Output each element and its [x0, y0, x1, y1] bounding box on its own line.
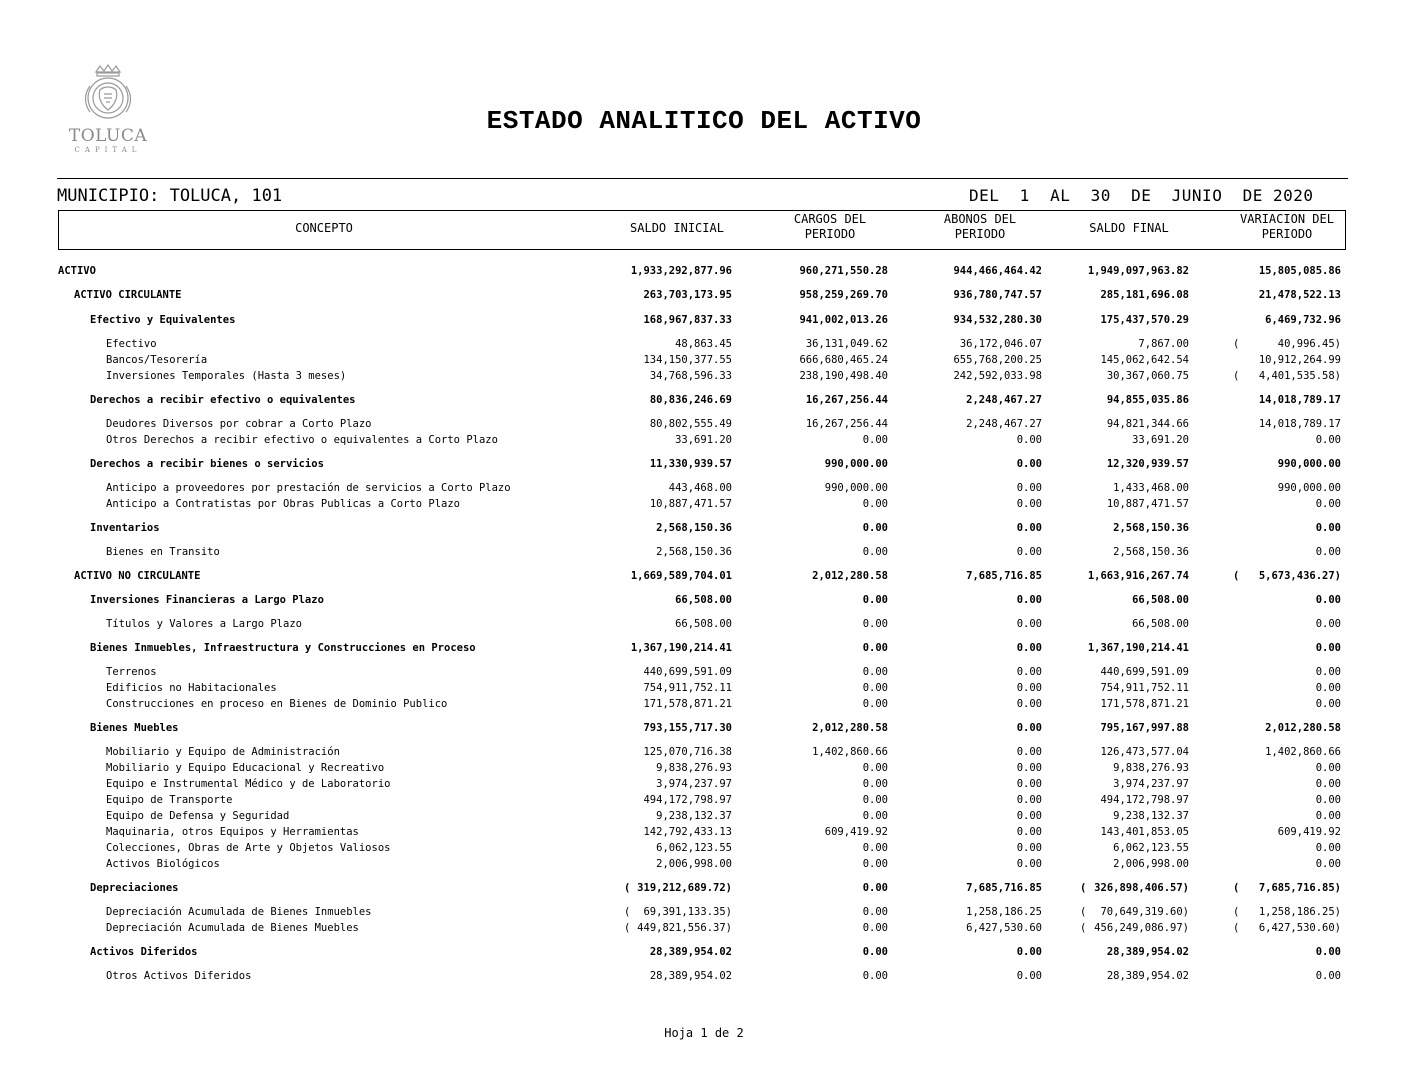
row-concept: Edificios no Habitacionales	[106, 682, 277, 694]
open-paren: (	[1233, 570, 1240, 582]
abonos-cell: 0.00	[1016, 746, 1042, 758]
abonos-cell: 0.00	[1016, 858, 1042, 870]
variacion-cell: 0.00	[1315, 698, 1341, 710]
saldo-final-cell: 28,389,954.02	[1106, 970, 1189, 982]
saldo-inicial-cell: 6,062,123.55	[656, 842, 732, 854]
saldo-final-cell: 1,663,916,267.74	[1087, 570, 1189, 582]
table-row	[0, 594, 1408, 610]
table-row	[0, 858, 1408, 874]
saldo-final-cell: 795,167,997.88	[1100, 722, 1189, 734]
saldo-final-cell: 70,649,319.60)	[1100, 906, 1189, 918]
saldo-inicial-cell: 319,212,689.72)	[637, 882, 732, 894]
saldo-inicial-cell: 11,330,939.57	[649, 458, 732, 470]
table-row	[0, 810, 1408, 826]
abonos-cell: 0.00	[1016, 722, 1042, 734]
abonos-cell: 0.00	[1016, 642, 1042, 654]
saldo-inicial-cell: 33,691.20	[675, 434, 732, 446]
variacion-cell: 0.00	[1315, 522, 1341, 534]
variacion-cell: 0.00	[1315, 546, 1341, 558]
saldo-final-cell: 94,855,035.86	[1106, 394, 1189, 406]
saldo-final-cell: 2,568,150.36	[1113, 546, 1189, 558]
saldo-inicial-cell: 9,838,276.93	[656, 762, 732, 774]
abonos-cell: 242,592,033.98	[953, 370, 1042, 382]
municipio-label: MUNICIPIO: TOLUCA, 101	[57, 186, 283, 206]
row-concept: Bancos/Tesorería	[106, 354, 208, 366]
variacion-cell: 2,012,280.58	[1265, 722, 1341, 734]
cargos-cell: 0.00	[862, 906, 888, 918]
row-concept: ACTIVO NO CIRCULANTE	[74, 570, 201, 582]
saldo-final-cell: 2,006,998.00	[1113, 858, 1189, 870]
variacion-cell: 15,805,085.86	[1258, 265, 1341, 277]
open-paren: (	[624, 882, 631, 894]
saldo-final-cell: 33,691.20	[1132, 434, 1189, 446]
row-concept: Derechos a recibir efectivo o equivalentes	[90, 394, 356, 406]
table-row	[0, 370, 1408, 386]
cargos-cell: 36,131,049.62	[805, 338, 888, 350]
saldo-final-cell: 7,867.00	[1138, 338, 1189, 350]
cargos-cell: 941,002,013.26	[799, 314, 888, 326]
row-concept: Depreciaciones	[90, 882, 179, 894]
cargos-cell: 0.00	[862, 922, 888, 934]
table-row	[0, 970, 1408, 986]
row-concept: Bienes Muebles	[90, 722, 179, 734]
saldo-final-cell: 12,320,939.57	[1106, 458, 1189, 470]
saldo-final-cell: 175,437,570.29	[1100, 314, 1189, 326]
variacion-cell: 0.00	[1315, 762, 1341, 774]
saldo-inicial-cell: 263,703,173.95	[643, 289, 732, 301]
abonos-cell: 6,427,530.60	[966, 922, 1042, 934]
saldo-final-cell: 2,568,150.36	[1113, 522, 1189, 534]
variacion-cell: 21,478,522.13	[1258, 289, 1341, 301]
saldo-final-cell: 456,249,086.97)	[1094, 922, 1189, 934]
table-row	[0, 682, 1408, 698]
table-row	[0, 906, 1408, 922]
saldo-inicial-cell: 754,911,752.11	[643, 682, 732, 694]
abonos-cell: 36,172,046.07	[959, 338, 1042, 350]
variacion-cell: 14,018,789.17	[1258, 418, 1341, 430]
variacion-cell: 0.00	[1315, 594, 1341, 606]
table-row	[0, 570, 1408, 586]
row-concept: Anticipo a proveedores por prestación de servicios a Corto Plazo	[106, 482, 511, 494]
saldo-final-cell: 1,949,097,963.82	[1087, 265, 1189, 277]
table-row	[0, 842, 1408, 858]
cargos-cell: 0.00	[862, 522, 888, 534]
cargos-cell: 0.00	[862, 498, 888, 510]
variacion-cell: 10,912,264.99	[1258, 354, 1341, 366]
variacion-cell: 0.00	[1315, 842, 1341, 854]
saldo-final-cell: 126,473,577.04	[1100, 746, 1189, 758]
row-concept: Terrenos	[106, 666, 157, 678]
abonos-cell: 2,248,467.27	[966, 418, 1042, 430]
saldo-inicial-cell: 66,508.00	[675, 594, 732, 606]
row-concept: Anticipo a Contratistas por Obras Publicas a Corto Plazo	[106, 498, 461, 510]
row-concept: Equipo de Transporte	[106, 794, 233, 806]
abonos-cell: 934,532,280.30	[953, 314, 1042, 326]
table-row	[0, 826, 1408, 842]
cargos-cell: 0.00	[862, 858, 888, 870]
cargos-cell: 666,680,465.24	[799, 354, 888, 366]
open-paren: (	[1080, 882, 1087, 894]
header-cargos: CARGOS DEL PERIODO	[793, 212, 867, 241]
cargos-cell: 958,259,269.70	[799, 289, 888, 301]
cargos-cell: 0.00	[862, 594, 888, 606]
table-row	[0, 722, 1408, 738]
table-row	[0, 458, 1408, 474]
open-paren: (	[1233, 922, 1240, 934]
saldo-final-cell: 145,062,642.54	[1100, 354, 1189, 366]
saldo-inicial-cell: 80,802,555.49	[649, 418, 732, 430]
row-concept: Bienes Inmuebles, Infraestructura y Construcciones en Proceso	[90, 642, 476, 654]
cargos-cell: 2,012,280.58	[812, 722, 888, 734]
cargos-cell: 16,267,256.44	[805, 418, 888, 430]
variacion-cell: 6,469,732.96	[1265, 314, 1341, 326]
saldo-inicial-cell: 66,508.00	[675, 618, 732, 630]
open-paren: (	[624, 922, 631, 934]
saldo-inicial-cell: 1,933,292,877.96	[630, 265, 732, 277]
row-concept: Activos Diferidos	[90, 946, 198, 958]
saldo-final-cell: 754,911,752.11	[1100, 682, 1189, 694]
row-concept: Efectivo y Equivalentes	[90, 314, 236, 326]
abonos-cell: 0.00	[1016, 946, 1042, 958]
open-paren: (	[1233, 906, 1240, 918]
saldo-inicial-cell: 440,699,591.09	[643, 666, 732, 678]
table-row	[0, 418, 1408, 434]
row-concept: Equipo e Instrumental Médico y de Laboratorio	[106, 778, 391, 790]
row-concept: Mobiliario y Equipo Educacional y Recreativo	[106, 762, 385, 774]
table-row	[0, 394, 1408, 410]
table-row	[0, 922, 1408, 938]
variacion-cell: 0.00	[1315, 810, 1341, 822]
variacion-cell: 40,996.45)	[1277, 338, 1341, 350]
abonos-cell: 0.00	[1016, 970, 1042, 982]
saldo-inicial-cell: 2,568,150.36	[656, 522, 732, 534]
cargos-cell: 0.00	[862, 946, 888, 958]
saldo-final-cell: 6,062,123.55	[1113, 842, 1189, 854]
variacion-cell: 0.00	[1315, 682, 1341, 694]
cargos-cell: 0.00	[862, 666, 888, 678]
row-concept: Depreciación Acumulada de Bienes Muebles	[106, 922, 359, 934]
saldo-inicial-cell: 142,792,433.13	[643, 826, 732, 838]
table-row	[0, 498, 1408, 514]
table-row	[0, 946, 1408, 962]
variacion-cell: 0.00	[1315, 946, 1341, 958]
row-concept: Inventarios	[90, 522, 160, 534]
open-paren: (	[1080, 906, 1087, 918]
variacion-cell: 0.00	[1315, 794, 1341, 806]
cargos-cell: 2,012,280.58	[812, 570, 888, 582]
row-concept: Inversiones Financieras a Largo Plazo	[90, 594, 324, 606]
table-row	[0, 314, 1408, 330]
variacion-cell: 0.00	[1315, 778, 1341, 790]
open-paren: (	[1233, 338, 1240, 350]
table-row	[0, 434, 1408, 450]
saldo-inicial-cell: 449,821,556.37)	[637, 922, 732, 934]
saldo-inicial-cell: 443,468.00	[668, 482, 732, 494]
table-row	[0, 265, 1408, 281]
variacion-cell: 4,401,535.58)	[1258, 370, 1341, 382]
abonos-cell: 0.00	[1016, 778, 1042, 790]
cargos-cell: 0.00	[862, 618, 888, 630]
saldo-inicial-cell: 9,238,132.37	[656, 810, 732, 822]
cargos-cell: 0.00	[862, 762, 888, 774]
saldo-inicial-cell: 2,568,150.36	[656, 546, 732, 558]
saldo-inicial-cell: 1,669,589,704.01	[630, 570, 732, 582]
table-row	[0, 546, 1408, 562]
saldo-final-cell: 440,699,591.09	[1100, 666, 1189, 678]
variacion-cell: 609,419.92	[1277, 826, 1341, 838]
table-row	[0, 354, 1408, 370]
row-concept: Inversiones Temporales (Hasta 3 meses)	[106, 370, 347, 382]
abonos-cell: 0.00	[1016, 594, 1042, 606]
abonos-cell: 0.00	[1016, 698, 1042, 710]
period-label: DEL 1 AL 30 DE JUNIO DE 2020	[969, 186, 1314, 205]
saldo-inicial-cell: 793,155,717.30	[643, 722, 732, 734]
cargos-cell: 238,190,498.40	[799, 370, 888, 382]
header-saldo-final: SALDO FINAL	[1089, 221, 1169, 235]
abonos-cell: 0.00	[1016, 498, 1042, 510]
cargos-cell: 0.00	[862, 682, 888, 694]
saldo-final-cell: 1,433,468.00	[1113, 482, 1189, 494]
open-paren: (	[1233, 882, 1240, 894]
cargos-cell: 0.00	[862, 882, 888, 894]
header-saldo-inicial: SALDO INICIAL	[630, 221, 724, 235]
cargos-cell: 0.00	[862, 842, 888, 854]
abonos-cell: 0.00	[1016, 546, 1042, 558]
table-row	[0, 882, 1408, 898]
row-concept: Equipo de Defensa y Seguridad	[106, 810, 290, 822]
row-concept: Deudores Diversos por cobrar a Corto Plazo	[106, 418, 372, 430]
saldo-inicial-cell: 171,578,871.21	[643, 698, 732, 710]
row-concept: Maquinaria, otros Equipos y Herramientas	[106, 826, 359, 838]
cargos-cell: 990,000.00	[824, 482, 888, 494]
table-row	[0, 338, 1408, 354]
row-concept: ACTIVO	[58, 265, 96, 277]
saldo-final-cell: 9,238,132.37	[1113, 810, 1189, 822]
saldo-final-cell: 3,974,237.97	[1113, 778, 1189, 790]
abonos-cell: 0.00	[1016, 522, 1042, 534]
cargos-cell: 960,271,550.28	[799, 265, 888, 277]
table-row	[0, 762, 1408, 778]
abonos-cell: 0.00	[1016, 826, 1042, 838]
table-row	[0, 794, 1408, 810]
variacion-cell: 7,685,716.85)	[1258, 882, 1341, 894]
abonos-cell: 7,685,716.85	[966, 570, 1042, 582]
abonos-cell: 7,685,716.85	[966, 882, 1042, 894]
cargos-cell: 0.00	[862, 434, 888, 446]
abonos-cell: 0.00	[1016, 794, 1042, 806]
row-concept: Bienes en Transito	[106, 546, 220, 558]
saldo-inicial-cell: 494,172,798.97	[643, 794, 732, 806]
variacion-cell: 0.00	[1315, 970, 1341, 982]
abonos-cell: 655,768,200.25	[953, 354, 1042, 366]
row-concept: Efectivo	[106, 338, 157, 350]
abonos-cell: 0.00	[1016, 618, 1042, 630]
cargos-cell: 990,000.00	[824, 458, 888, 470]
page-footer: Hoja 1 de 2	[664, 1026, 744, 1040]
saldo-final-cell: 9,838,276.93	[1113, 762, 1189, 774]
abonos-cell: 944,466,464.42	[953, 265, 1042, 277]
header-abonos: ABONOS DEL PERIODO	[943, 212, 1017, 241]
row-concept: Títulos y Valores a Largo Plazo	[106, 618, 302, 630]
row-concept: Otros Derechos a recibir efectivo o equivalentes a Corto Plazo	[106, 434, 498, 446]
abonos-cell: 0.00	[1016, 482, 1042, 494]
abonos-cell: 2,248,467.27	[966, 394, 1042, 406]
table-row	[0, 642, 1408, 658]
saldo-inicial-cell: 125,070,716.38	[643, 746, 732, 758]
abonos-cell: 0.00	[1016, 666, 1042, 678]
variacion-cell: 0.00	[1315, 498, 1341, 510]
abonos-cell: 0.00	[1016, 458, 1042, 470]
abonos-cell: 1,258,186.25	[966, 906, 1042, 918]
variacion-cell: 5,673,436.27)	[1258, 570, 1341, 582]
saldo-inicial-cell: 48,863.45	[675, 338, 732, 350]
row-concept: Mobiliario y Equipo de Administración	[106, 746, 340, 758]
saldo-final-cell: 66,508.00	[1132, 618, 1189, 630]
abonos-cell: 0.00	[1016, 810, 1042, 822]
abonos-cell: 0.00	[1016, 682, 1042, 694]
header-concepto: CONCEPTO	[295, 221, 353, 235]
saldo-inicial-cell: 168,967,837.33	[643, 314, 732, 326]
variacion-cell: 0.00	[1315, 666, 1341, 678]
abonos-cell: 0.00	[1016, 842, 1042, 854]
table-row	[0, 482, 1408, 498]
open-paren: (	[1233, 370, 1240, 382]
abonos-cell: 0.00	[1016, 434, 1042, 446]
saldo-inicial-cell: 80,836,246.69	[649, 394, 732, 406]
row-concept: Colecciones, Obras de Arte y Objetos Valiosos	[106, 842, 391, 854]
logo-wordmark: TOLUCA	[68, 126, 148, 146]
cargos-cell: 1,402,860.66	[812, 746, 888, 758]
cargos-cell: 0.00	[862, 970, 888, 982]
cargos-cell: 16,267,256.44	[805, 394, 888, 406]
saldo-inicial-cell: 10,887,471.57	[649, 498, 732, 510]
cargos-cell: 0.00	[862, 642, 888, 654]
saldo-inicial-cell: 2,006,998.00	[656, 858, 732, 870]
open-paren: (	[624, 906, 631, 918]
logo-subtitle: CAPITAL	[74, 146, 142, 154]
variacion-cell: 1,258,186.25)	[1258, 906, 1341, 918]
variacion-cell: 990,000.00	[1277, 458, 1341, 470]
row-concept: Activos Biológicos	[106, 858, 220, 870]
abonos-cell: 936,780,747.57	[953, 289, 1042, 301]
cargos-cell: 0.00	[862, 810, 888, 822]
saldo-inicial-cell: 28,389,954.02	[649, 970, 732, 982]
table-row	[0, 618, 1408, 634]
cargos-cell: 0.00	[862, 778, 888, 790]
cargos-cell: 0.00	[862, 794, 888, 806]
variacion-cell: 990,000.00	[1277, 482, 1341, 494]
saldo-final-cell: 28,389,954.02	[1106, 946, 1189, 958]
table-row	[0, 666, 1408, 682]
variacion-cell: 0.00	[1315, 434, 1341, 446]
table-row	[0, 698, 1408, 714]
saldo-final-cell: 326,898,406.57)	[1094, 882, 1189, 894]
row-concept: Derechos a recibir bienes o servicios	[90, 458, 324, 470]
header-variacion: VARIACION DEL PERIODO	[1240, 212, 1334, 241]
saldo-inicial-cell: 69,391,133.35)	[643, 906, 732, 918]
cargos-cell: 0.00	[862, 546, 888, 558]
row-concept: ACTIVO CIRCULANTE	[74, 289, 182, 301]
row-concept: Construcciones en proceso en Bienes de Dominio Publico	[106, 698, 448, 710]
variacion-cell: 0.00	[1315, 858, 1341, 870]
row-concept: Depreciación Acumulada de Bienes Inmuebles	[106, 906, 372, 918]
variacion-cell: 0.00	[1315, 642, 1341, 654]
cargos-cell: 609,419.92	[824, 826, 888, 838]
open-paren: (	[1080, 922, 1087, 934]
saldo-final-cell: 171,578,871.21	[1100, 698, 1189, 710]
saldo-inicial-cell: 1,367,190,214.41	[630, 642, 732, 654]
saldo-inicial-cell: 3,974,237.97	[656, 778, 732, 790]
saldo-final-cell: 143,401,853.05	[1100, 826, 1189, 838]
saldo-inicial-cell: 28,389,954.02	[649, 946, 732, 958]
variacion-cell: 0.00	[1315, 618, 1341, 630]
table-row	[0, 289, 1408, 305]
saldo-final-cell: 94,821,344.66	[1106, 418, 1189, 430]
page-title: ESTADO ANALITICO DEL ACTIVO	[486, 106, 922, 136]
variacion-cell: 14,018,789.17	[1258, 394, 1341, 406]
cargos-cell: 0.00	[862, 698, 888, 710]
saldo-final-cell: 494,172,798.97	[1100, 794, 1189, 806]
saldo-final-cell: 10,887,471.57	[1106, 498, 1189, 510]
saldo-inicial-cell: 134,150,377.55	[643, 354, 732, 366]
saldo-final-cell: 1,367,190,214.41	[1087, 642, 1189, 654]
row-concept: Otros Activos Diferidos	[106, 970, 252, 982]
saldo-final-cell: 285,181,696.08	[1100, 289, 1189, 301]
saldo-final-cell: 66,508.00	[1132, 594, 1189, 606]
saldo-inicial-cell: 34,768,596.33	[649, 370, 732, 382]
saldo-final-cell: 30,367,060.75	[1106, 370, 1189, 382]
variacion-cell: 1,402,860.66	[1265, 746, 1341, 758]
table-row	[0, 746, 1408, 762]
table-row	[0, 522, 1408, 538]
abonos-cell: 0.00	[1016, 762, 1042, 774]
table-row	[0, 778, 1408, 794]
variacion-cell: 6,427,530.60)	[1258, 922, 1341, 934]
